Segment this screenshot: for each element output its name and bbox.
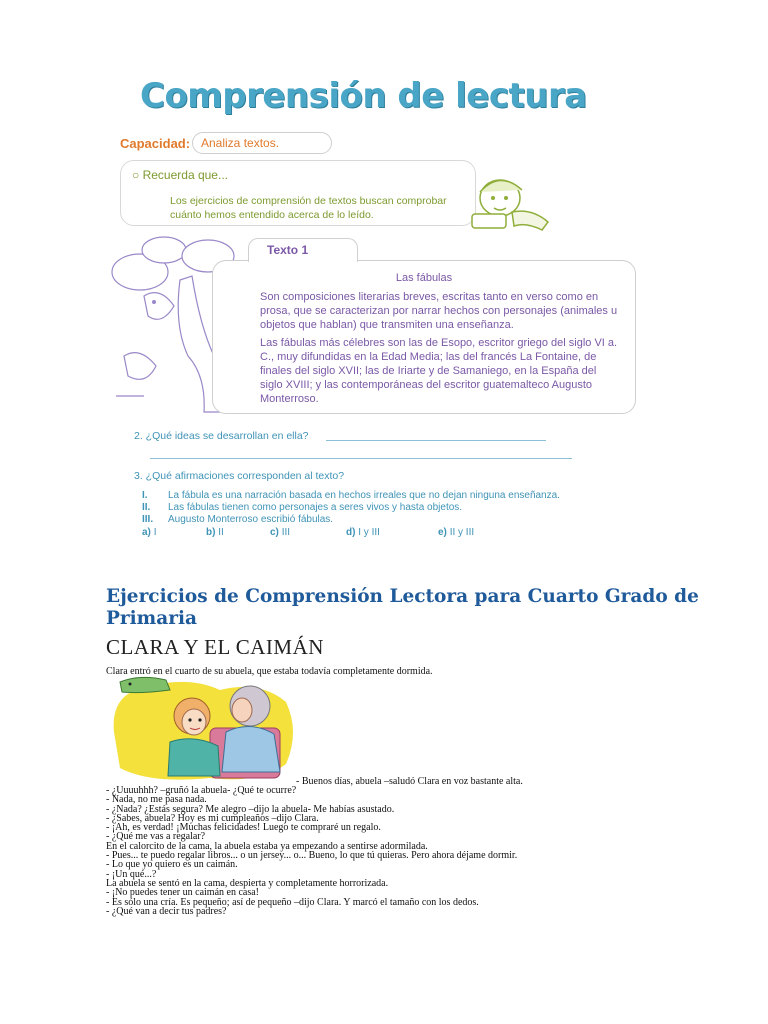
story-line: - ¿Nada? ¿Estás segura? Me alegro –dijo la abuela- Me habías asustado. [106,803,395,815]
article-heading: Ejercicios de Comprensión Lectora para Cuarto Grado de Primaria [106,586,699,629]
story-line: La abuela se sentó en la cama, despierta y completamente horrorizada. [106,877,389,889]
story-line: - Es sólo una cría. Es pequeño; así de pequeño –dijo Clara. Y marcó el tamaño con los dedos. [106,896,479,908]
story-line: - Pues... te puedo regalar libros... o un jersey... o... Bueno, lo que tú quieras. Pero ahora déjame dormir. [106,850,518,862]
clara-grandma-illustration [110,672,296,784]
fabulas-paragraph-1: Son composiciones literarias breves, escritas tanto en verso como en prosa, que se caracterizan por narrar hechos con personajes (animales u objetos que hablan) que transmiten una enseñanza. [260,291,618,331]
answer-choice[interactable]: b) II [206,527,224,538]
capacidad-value: Analiza textos. [192,132,332,154]
story-line: - Buenos días, abuela –saludó Clara en voz bastante alta. [296,776,523,787]
fabulas-title: Las fábulas [395,272,453,284]
story-title: CLARA Y EL CAIMÁN [106,635,324,659]
recuerda-title: ○ Recuerda que... [132,168,228,182]
boy-reading-illustration [462,168,552,238]
statement-option: I. La fábula es una narración basada en hechos irreales que no dejan ninguna enseñanza. [142,490,560,501]
story-intro: Clara entró en el cuarto de su abuela, que estaba todavía completamente dormida. [106,666,433,677]
story-line: - Lo que yo quiero es un caimán. [106,859,238,871]
answer-choice[interactable]: e) II y III [438,527,475,538]
story-line: En el calorcito de la cama, la abuela estaba ya empezando a sentirse adormilada. [106,840,428,852]
story-line: - ¿Qué me vas a regalar? [106,831,206,843]
answer-choice[interactable]: d) I y III [346,527,380,538]
fabulas-paragraph-2: Las fábulas más célebres son las de Esopo, escritor griego del siglo VI a. C., muy difundidas en la Edad Media; las del francés La Fontaine, de finales del siglo XVII; las de Iriarte y de Samaniego, en la España del siglo XVIII; y las contemporáneas del escritor guatemalteco Augusto Monterroso. [260,337,618,405]
story-line: - ¡Ah, es verdad! ¡Muchas felicidades! Luego te compraré un regalo. [106,822,381,834]
recuerda-text: Los ejercicios de comprensión de textos buscan comprobar cuánto hemos entendido acerca de lo leído. [170,195,447,221]
answer-choice[interactable]: a) I [142,527,157,538]
statement-option: II. Las fábulas tienen como personajes a seres vivos y hasta objetos. [142,502,463,513]
answer-line[interactable] [150,458,572,459]
question-3: 3. ¿Qué afirmaciones corresponden al texto? [134,470,345,482]
story-line: - Nada, no me pasa nada. [106,794,207,806]
statement-option: III. Augusto Monterroso escribió fábulas. [142,514,334,525]
story-line: - ¡Un qué...? [106,868,157,880]
story-dialogue [106,786,517,916]
bullet-circle-icon: ○ [132,168,143,182]
answer-line[interactable] [326,440,546,441]
texto-tab: Texto 1 [248,238,358,262]
story-line: - ¿Sabes, abuela? Hoy es mi cumpleaños –dijo Clara. [106,812,319,824]
story-line: - ¿Qué van a decir tus padres? [106,905,227,917]
story-line: - ¡No puedes tener un caimán en casa! [106,887,259,899]
worksheet-title: Comprensión de lectura [140,76,587,116]
answer-choice[interactable]: c) III [270,527,291,538]
question-2: 2. ¿Qué ideas se desarrollan en ella? [134,430,309,442]
capacidad-label: Capacidad: [120,136,191,151]
story-line: - ¿Uuuuhhh? –gruñó la abuela- ¿Qué te ocurre? [106,785,297,796]
